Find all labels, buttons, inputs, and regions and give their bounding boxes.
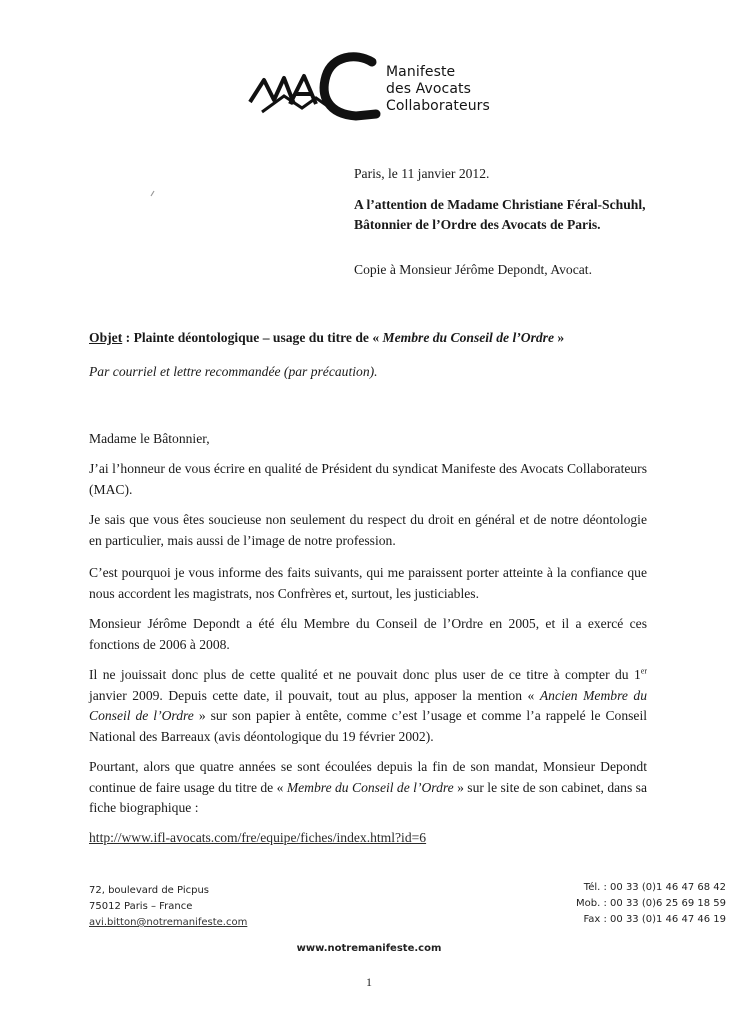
- paragraph-title-usage: [89, 665, 647, 747]
- subject-text: Plainte déontologique – usage du titre de «: [133, 330, 383, 345]
- phone-tel: Tél. : 00 33 (0)1 46 47 68 42: [583, 882, 726, 893]
- paragraph-facts: C’est pourquoi je vous informe des faits suivants, qui me paraissent porter atteinte à la confiance que nous accordent les magistrats, nos Confrères et, surtout, les justiciables.: [89, 565, 647, 601]
- scan-speck-icon: [150, 190, 155, 197]
- logo-wordmark: [386, 64, 490, 115]
- address-line-2: 75012 Paris – France: [89, 901, 193, 912]
- mac-logo: [244, 50, 504, 130]
- salutation: Madame le Bâtonnier,: [89, 431, 210, 446]
- letter-date: Paris, le 11 janvier 2012.: [354, 166, 490, 181]
- phone-fax: Fax : 00 33 (0)1 46 47 46 19: [583, 914, 726, 925]
- letter-attention: A l’attention de Madame Christiane Féral-Schuhl, Bâtonnier de l’Ordre des Avocats de Paris.: [354, 197, 646, 232]
- delivery-note: Par courriel et lettre recommandée (par précaution).: [89, 364, 378, 379]
- paragraph-introduction: J’ai l’honneur de vous écrire en qualité de Président du syndicat Manifeste des Avocats Collaborateurs (MAC).: [89, 461, 647, 497]
- p6-part-a: Il ne jouissait donc plus de cette qualité et ne pouvait donc plus user de ce titre à compter du 1: [89, 667, 641, 682]
- subject-end: »: [553, 330, 565, 345]
- mac-logo-mark-icon: [244, 50, 384, 130]
- paragraph-election: Monsieur Jérôme Depondt a été élu Membre du Conseil de l’Ordre en 2005, et il a exercé ces fonctions de 2006 à 2008.: [89, 616, 647, 652]
- footer-address: [89, 883, 247, 931]
- p7-part-a: Pourtant, alors que quatre années se sont écoulées depuis la fin de son mandat, Monsieur Depondt continue de faire usage du titre de «: [89, 759, 647, 795]
- p7-part-b: » sur le site de son cabinet, dans sa fiche biographique :: [89, 779, 647, 815]
- p7-italic: Membre du Conseil de l’Ordre: [286, 779, 454, 795]
- footer-phones: [576, 880, 726, 928]
- footer-website[interactable]: www.notremanifeste.com: [296, 943, 442, 954]
- page-number: 1: [366, 975, 372, 989]
- p6-part-b: janvier 2009. Depuis cette date, il pouvait, tout au plus, apposer la mention «: [89, 687, 540, 703]
- paragraph-concern: Je sais que vous êtes soucieuse non seulement du respect du droit en général et de notre déontologie en particulier, mais aussi de l’image de notre profession.: [89, 512, 647, 548]
- logo-line-1: Manifeste: [386, 64, 456, 80]
- letter-copy: Copie à Monsieur Jérôme Depondt, Avocat.: [354, 262, 592, 277]
- logo-line-3: Collaborateurs: [386, 98, 490, 114]
- subject-title: Membre du Conseil de l’Ordre: [382, 330, 554, 345]
- p6-italic: Ancien Membre du Conseil de l’Ordre: [89, 687, 647, 723]
- letter-subject: [89, 330, 689, 346]
- logo-line-2: des Avocats: [386, 81, 472, 97]
- subject-separator: :: [122, 330, 134, 345]
- biography-link[interactable]: http://www.ifl-avocats.com/fre/equipe/fiches/index.html?id=6: [89, 830, 427, 845]
- p6-sup: er: [640, 666, 647, 676]
- paragraph-continued-use: [89, 757, 647, 819]
- p6-part-c: » sur son papier à entête, comme c’est l’usage et comme l’a rappelé le Conseil National des Barreaux (avis déontologique du 19 février 2002).: [89, 708, 647, 744]
- address-line-1: 72, boulevard de Picpus: [89, 885, 209, 896]
- phone-mobile: Mob. : 00 33 (0)6 25 69 18 59: [576, 898, 726, 909]
- subject-label: Objet: [89, 330, 123, 345]
- footer-email-link[interactable]: avi.bitton@notremanifeste.com: [89, 917, 248, 928]
